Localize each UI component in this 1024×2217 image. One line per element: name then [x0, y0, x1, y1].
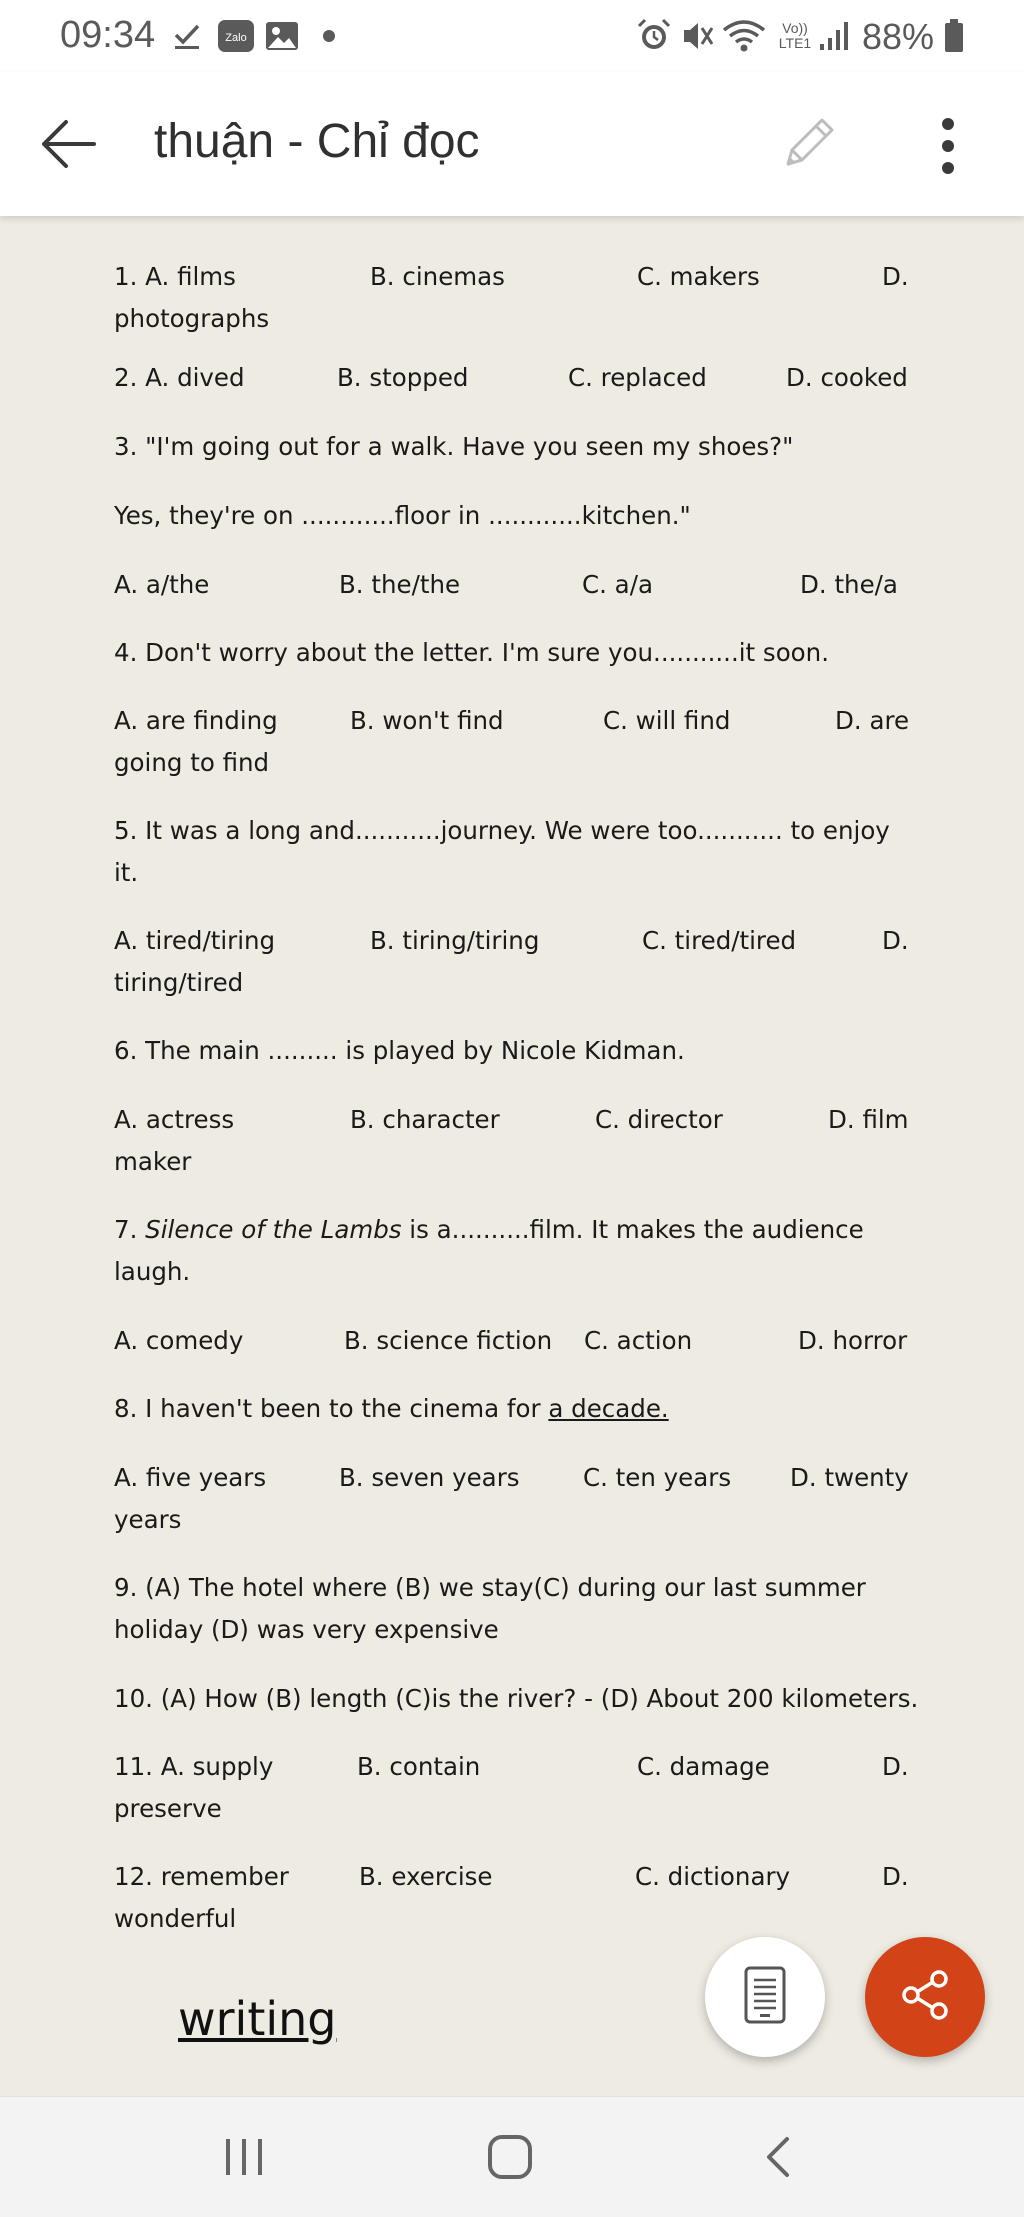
q2-option-c: C. replaced: [568, 363, 707, 392]
q7-option-a: A. comedy: [114, 1326, 244, 1355]
q8-option-d: D. twenty: [790, 1463, 909, 1492]
q7-line-2: laugh.: [114, 1257, 191, 1286]
q12-option-d-cont: wonderful: [114, 1904, 237, 1933]
q11-option-d: D.: [882, 1752, 909, 1781]
q4-option-c: C. will find: [603, 706, 731, 735]
signal-icon: [818, 18, 852, 54]
q9-line-2: holiday (D) was very expensive: [114, 1615, 499, 1644]
status-time: 09:34: [60, 14, 156, 56]
q10-line-1: 10. (A) How (B) length (C)is the river? - (D) About 200 kilometers.: [114, 1684, 919, 1713]
home-icon[interactable]: [480, 2127, 540, 2187]
q12-option-c: C. dictionary: [635, 1862, 791, 1891]
q4-option-d-cont: going to find: [114, 748, 270, 777]
q4-option-d: D. are: [835, 706, 910, 735]
q5-line-2: it.: [114, 858, 139, 887]
q7-prefix: 7.: [114, 1215, 146, 1244]
q7-rest: is a..........film. It makes the audience: [401, 1215, 864, 1244]
q1-option-d-cont: photographs: [114, 304, 270, 333]
q6-line-1: 6. The main ......... is played by Nicole Kidman.: [114, 1036, 685, 1065]
q8-option-c: C. ten years: [583, 1463, 732, 1492]
document-page[interactable]: [0, 216, 1024, 2096]
zalo-icon: [217, 18, 255, 54]
q3-option-a: A. a/the: [114, 570, 210, 599]
alarm-icon: [636, 18, 672, 54]
q5-option-b: B. tiring/tiring: [370, 926, 540, 955]
q3-line-1: 3. "I'm going out for a walk. Have you seen my shoes?": [114, 432, 794, 461]
zalo-label: Zalo: [225, 32, 247, 44]
q2-option-a: 2. A. dived: [114, 363, 245, 392]
q6-option-c: C. director: [595, 1105, 723, 1134]
q6-option-d-cont: maker: [114, 1147, 192, 1176]
q5-option-d: D.: [882, 926, 909, 955]
battery-icon: [944, 18, 964, 54]
q8-option-a: A. five years: [114, 1463, 267, 1492]
q12-option-b: B. exercise: [359, 1862, 493, 1891]
edit-pencil-icon[interactable]: [776, 112, 840, 176]
q7-film-title: Silence of the Lambs: [145, 1215, 402, 1244]
document-title: thuận - Chỉ đọc: [154, 115, 480, 168]
more-options-icon[interactable]: [930, 114, 966, 178]
app-bar: [0, 72, 1024, 216]
reading-mode-button[interactable]: [705, 1937, 825, 2057]
q2-option-b: B. stopped: [337, 363, 469, 392]
dot-icon: [320, 18, 338, 54]
navigation-bar: [0, 2096, 1024, 2217]
volte-label-top: Vo)): [782, 20, 808, 36]
q5-option-c: C. tired/tired: [642, 926, 797, 955]
q7-option-d: D. horror: [798, 1326, 908, 1355]
q11-option-b: B. contain: [357, 1752, 481, 1781]
battery-percent: 88%: [862, 16, 935, 57]
q4-option-a: A. are finding: [114, 706, 278, 735]
q11-option-a: 11. A. supply: [114, 1752, 274, 1781]
q4-option-b: B. won't find: [350, 706, 504, 735]
q8-line-1: [114, 1394, 669, 1424]
q1-option-a: 1. A. films: [114, 262, 236, 291]
q7-option-c: C. action: [584, 1326, 693, 1355]
q9-line-1: 9. (A) The hotel where (B) we stay(C) during our last summer: [114, 1573, 866, 1602]
q11-option-c: C. damage: [637, 1752, 770, 1781]
q7-line-1: [114, 1215, 864, 1245]
recent-apps-icon[interactable]: [214, 2127, 274, 2187]
gallery-icon: [265, 18, 299, 54]
q6-option-d: D. film: [828, 1105, 909, 1134]
q5-option-a: A. tired/tiring: [114, 926, 276, 955]
volte-label-bottom: LTE1: [778, 35, 812, 51]
q2-option-d: D. cooked: [786, 363, 908, 392]
q12-option-a: 12. remember: [114, 1862, 289, 1891]
check-download-icon: [172, 18, 202, 54]
q5-line-1: 5. It was a long and...........journey. We were too........... to enjoy: [114, 816, 890, 845]
back-arrow-icon[interactable]: [36, 114, 100, 174]
back-nav-icon[interactable]: [748, 2127, 808, 2187]
q3-option-c: C. a/a: [582, 570, 653, 599]
q6-option-b: B. character: [350, 1105, 500, 1134]
q8-option-d-cont: years: [114, 1505, 182, 1534]
q8-prefix: 8. I haven't been to the cinema for: [114, 1394, 549, 1423]
q12-option-d: D.: [882, 1862, 909, 1891]
share-icon: [895, 1965, 955, 2030]
mute-icon: [680, 18, 716, 54]
q4-line-1: 4. Don't worry about the letter. I'm sure you...........it soon.: [114, 638, 829, 667]
q1-option-b: B. cinemas: [370, 262, 505, 291]
q1-option-d: D.: [882, 262, 909, 291]
q5-option-d-cont: tiring/tired: [114, 968, 244, 997]
status-bar: [0, 0, 1024, 72]
q8-option-b: B. seven years: [339, 1463, 520, 1492]
volte-icon: [770, 18, 820, 54]
q1-option-c: C. makers: [637, 262, 760, 291]
section-heading-writing: writing: [178, 1992, 337, 2046]
q11-option-d-cont: preserve: [114, 1794, 222, 1823]
q3-option-d: D. the/a: [800, 570, 898, 599]
wifi-icon: [722, 18, 766, 54]
q6-option-a: A. actress: [114, 1105, 235, 1134]
q3-line-2: Yes, they're on ............floor in ............kitchen.": [114, 501, 691, 530]
phone-document-icon: [743, 1966, 787, 2029]
share-button[interactable]: [865, 1937, 985, 2057]
q3-option-b: B. the/the: [339, 570, 461, 599]
q7-option-b: B. science fiction: [344, 1326, 553, 1355]
q8-underlined: a decade.: [548, 1394, 669, 1423]
